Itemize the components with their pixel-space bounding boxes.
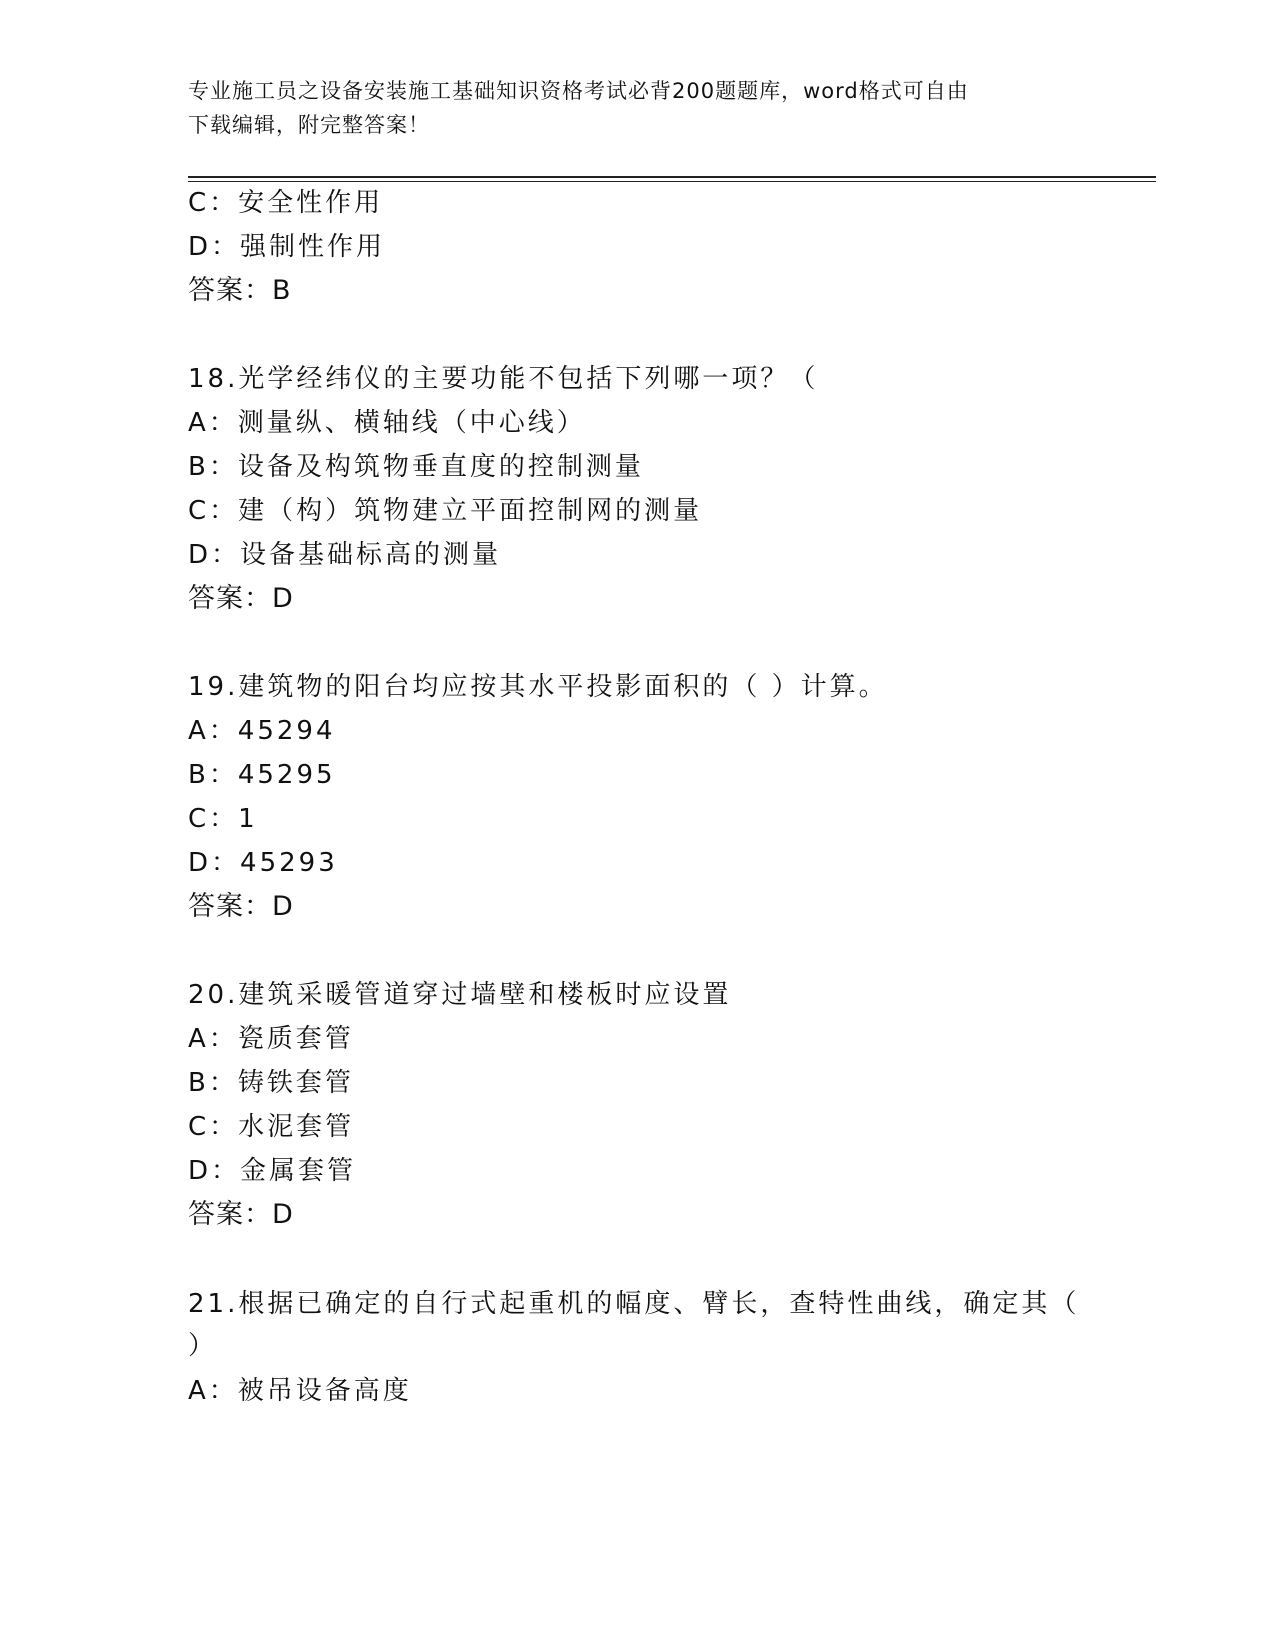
q20-option-a: A：瓷质套管 [188, 1024, 354, 1054]
prev-option-c: C：安全性作用 [188, 188, 384, 218]
q19-option-c: C：1 [188, 804, 258, 834]
q20-stem: 20.建筑采暖管道穿过墙壁和楼板时应设置 [188, 980, 732, 1010]
header-line-2: 下载编辑，附完整答案！ [188, 113, 430, 137]
q18-answer: 答案：D [188, 583, 294, 614]
prev-answer: 答案：B [188, 275, 292, 306]
q21-stem-line-1: 21.根据已确定的自行式起重机的幅度、臂长，查特性曲线，确定其（ [188, 1289, 1080, 1319]
q21-option-a: A：被吊设备高度 [188, 1376, 412, 1406]
q19-option-b: B：45295 [188, 760, 336, 790]
q20-option-d: D：金属套管 [188, 1156, 357, 1186]
header-divider-thick [188, 176, 1156, 178]
q18-option-c: C：建（构）筑物建立平面控制网的测量 [188, 496, 703, 526]
header-divider-thin [188, 181, 1156, 182]
q20-answer: 答案：D [188, 1199, 294, 1230]
header-line-1: 专业施工员之设备安装施工基础知识资格考试必背200题题库，word格式可自由 [188, 79, 969, 103]
q19-stem: 19.建筑物的阳台均应按其水平投影面积的（ ）计算。 [188, 672, 888, 702]
q18-stem: 18.光学经纬仪的主要功能不包括下列哪一项？（ [188, 364, 819, 394]
q20-option-c: C：水泥套管 [188, 1112, 355, 1142]
q18-option-d: D：设备基础标高的测量 [188, 540, 502, 570]
q19-answer: 答案：D [188, 891, 294, 922]
q19-option-a: A：45294 [188, 716, 336, 746]
prev-option-d: D：强制性作用 [188, 232, 386, 262]
document-header [188, 74, 1068, 142]
q21-stem-line-2: ） [188, 1331, 218, 1361]
q18-option-b: B：设备及构筑物垂直度的控制测量 [188, 452, 644, 482]
q18-option-a: A：测量纵、横轴线（中心线） [188, 408, 586, 438]
q20-option-b: B：铸铁套管 [188, 1068, 354, 1098]
q19-option-d: D：45293 [188, 848, 338, 878]
